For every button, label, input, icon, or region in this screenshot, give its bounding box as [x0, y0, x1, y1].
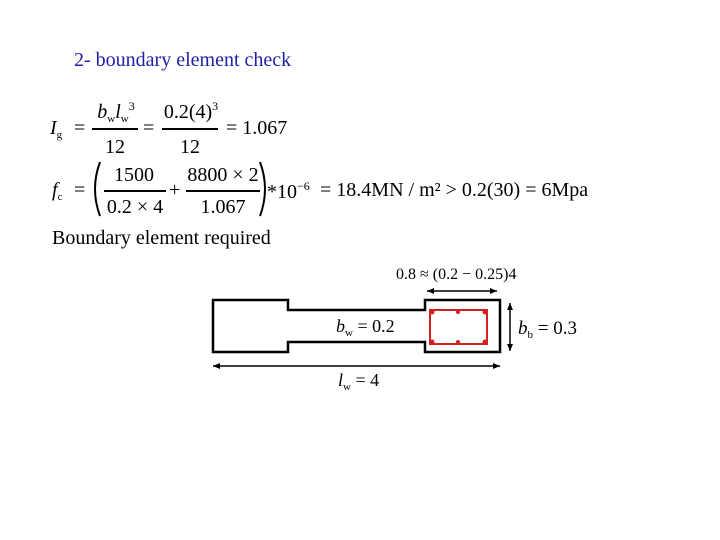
boundary-element-tie [430, 310, 487, 344]
boundary-length-label: 0.8 ≈ (0.2 − 0.25)4 [396, 266, 517, 283]
rebar-dot [483, 340, 488, 345]
fc-result: = 18.4MN / m² > 0.2(30) = 6Mpa [320, 179, 589, 201]
conclusion-text: Boundary element required [52, 227, 271, 249]
fc-equals: = [74, 179, 86, 201]
ig-frac2-denominator: 12 [180, 136, 200, 158]
fc-lhs: $f_c$ [52, 179, 63, 203]
ig-frac1-denominator: 12 [105, 136, 125, 158]
rebar-dot [430, 310, 435, 315]
ig-frac1-numerator: $b_wl_w^3$ [97, 99, 135, 125]
web-thickness-label: $b_w = 0.2$ [336, 316, 395, 339]
ig-lhs: $I_g$ [50, 117, 63, 141]
ig-equals: = [74, 117, 86, 139]
fc-frac1-numerator: 1500 [114, 164, 154, 186]
ig-result: = 1.067 [226, 117, 288, 139]
fc-frac2-denominator: 1.067 [200, 196, 246, 218]
ig-frac2-numerator: $0.2(4)^3$ [163, 99, 219, 123]
rebar-dot [430, 340, 435, 345]
ig-equals-2: = [143, 117, 155, 139]
fc-plus: + [169, 179, 181, 201]
rebar-dot [483, 310, 488, 315]
slide-title: 2- boundary element check [74, 49, 292, 71]
wall-length-label: $l_w = 4$ [338, 370, 380, 393]
rebar-dot [456, 340, 460, 344]
fc-frac1-denominator: 0.2 × 4 [106, 196, 164, 218]
fc-frac2-numerator: 8800 × 2 [187, 164, 259, 186]
rebar-dot [456, 310, 460, 314]
fc-multiplier: $*10^{-6}$ [267, 179, 310, 203]
boundary-width-label: $b_b = 0.3$ [518, 318, 577, 341]
